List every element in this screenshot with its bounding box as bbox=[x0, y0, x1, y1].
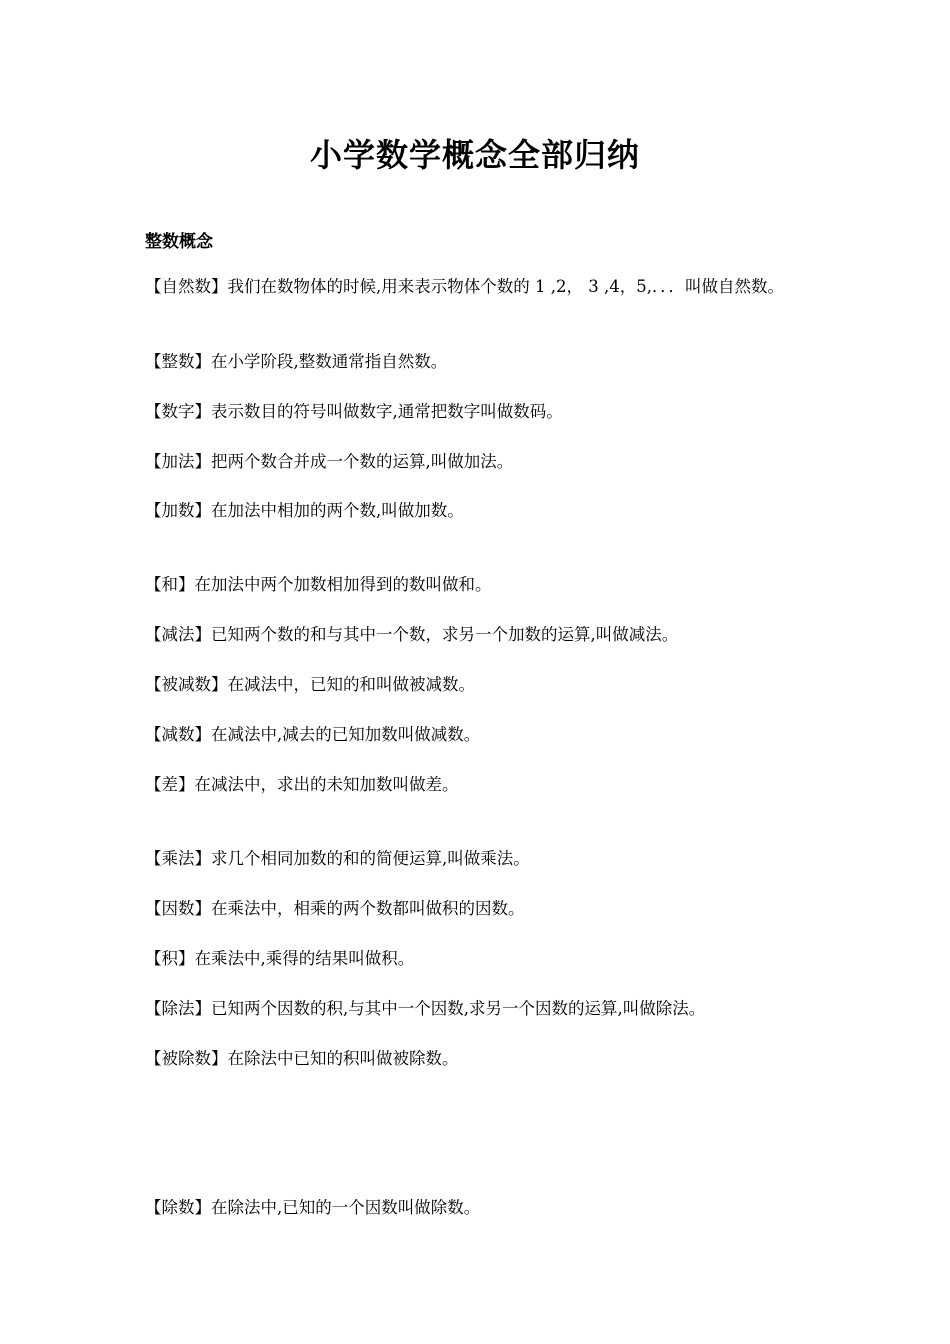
definition-text: 求几个相同加数的和的简便运算,叫做乘法。 bbox=[211, 849, 530, 868]
definition-text: 我们在数物体的时候,用来表示物体个数的 1 ,2， 3 ,4，5,．．．叫做自然数。 bbox=[227, 277, 784, 296]
definition-entry-addend bbox=[145, 498, 805, 523]
definition-text: 已知两个数的和与其中一个数，求另一个加数的运算,叫做减法。 bbox=[211, 625, 679, 644]
definition-entry-subtrahend bbox=[145, 722, 805, 747]
definition-text: 在小学阶段,整数通常指自然数。 bbox=[211, 352, 448, 371]
definition-entry-integer bbox=[145, 349, 805, 374]
definition-text: 在减法中，求出的未知加数叫做差。 bbox=[194, 775, 459, 794]
definition-term: 【和】 bbox=[145, 575, 195, 594]
definition-term: 【整数】 bbox=[145, 352, 211, 371]
definition-entry-factor bbox=[145, 896, 805, 921]
definition-term: 【除数】 bbox=[145, 1198, 211, 1217]
definition-text: 表示数目的符号叫做数字,通常把数字叫做数码。 bbox=[211, 402, 563, 421]
definition-entry-digit bbox=[145, 399, 805, 424]
definition-entry-multiplication bbox=[145, 846, 805, 871]
definition-term: 【差】 bbox=[145, 775, 195, 794]
definition-entry-division bbox=[145, 996, 825, 1021]
definition-term: 【减数】 bbox=[145, 725, 211, 744]
definition-text: 在除法中已知的积叫做被除数。 bbox=[227, 1049, 459, 1068]
definition-text: 已知两个因数的积,与其中一个因数,求另一个因数的运算,叫做除法。 bbox=[211, 999, 706, 1018]
definition-text: 在减法中,减去的已知加数叫做减数。 bbox=[211, 725, 481, 744]
definition-entry-dividend bbox=[145, 1046, 805, 1071]
definition-entry-divisor bbox=[145, 1195, 805, 1220]
definition-text: 在乘法中,乘得的结果叫做积。 bbox=[194, 949, 415, 968]
definition-entry-sum bbox=[145, 572, 805, 597]
definition-term: 【数字】 bbox=[145, 402, 211, 421]
definition-term: 【加数】 bbox=[145, 501, 211, 520]
definition-text: 在除法中,已知的一个因数叫做除数。 bbox=[211, 1198, 481, 1217]
definition-term: 【积】 bbox=[145, 949, 195, 968]
definition-term: 【除法】 bbox=[145, 999, 211, 1018]
document-title: 小学数学概念全部归纳 bbox=[309, 136, 640, 174]
definition-text: 在加法中相加的两个数,叫做加数。 bbox=[211, 501, 464, 520]
definition-text: 在减法中，已知的和叫做被减数。 bbox=[227, 675, 475, 694]
definition-text: 把两个数合并成一个数的运算,叫做加法。 bbox=[211, 452, 514, 471]
definition-term: 【乘法】 bbox=[145, 849, 211, 868]
section-heading: 整数概念 bbox=[145, 232, 213, 252]
definition-term: 【加法】 bbox=[145, 452, 211, 471]
definition-term: 【被减数】 bbox=[145, 675, 228, 694]
definition-text: 在乘法中，相乘的两个数都叫做积的因数。 bbox=[211, 899, 525, 918]
definition-term: 【减法】 bbox=[145, 625, 211, 644]
definition-term: 【自然数】 bbox=[145, 277, 228, 296]
definition-entry-subtraction bbox=[145, 622, 805, 647]
definition-entry-natural-number bbox=[145, 274, 805, 299]
definition-entry-addition bbox=[145, 449, 805, 474]
definition-entry-minuend bbox=[145, 672, 805, 697]
definition-term: 【因数】 bbox=[145, 899, 211, 918]
definition-term: 【被除数】 bbox=[145, 1049, 228, 1068]
definition-text: 在加法中两个加数相加得到的数叫做和。 bbox=[194, 575, 492, 594]
definition-entry-difference bbox=[145, 772, 805, 797]
definition-entry-product bbox=[145, 946, 805, 971]
